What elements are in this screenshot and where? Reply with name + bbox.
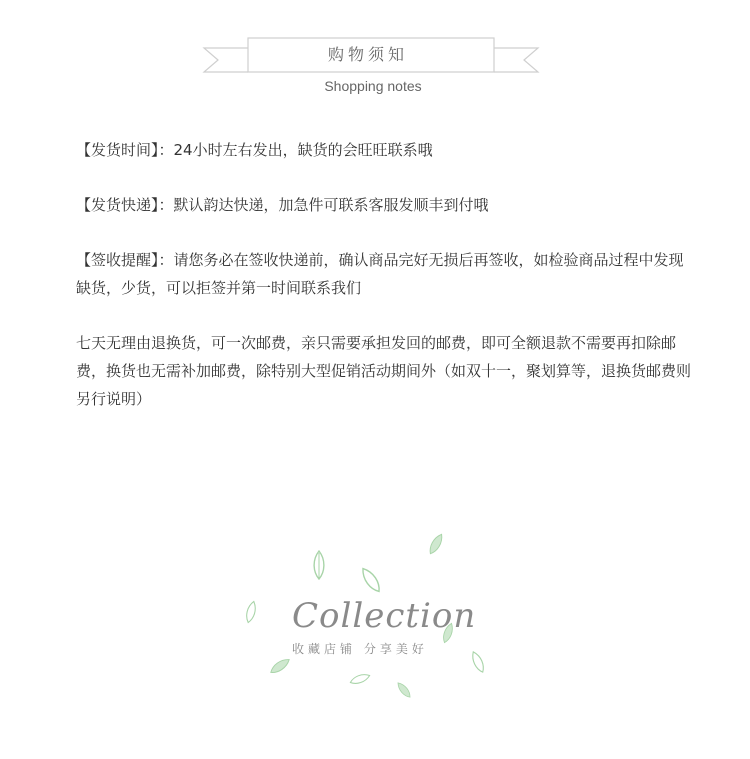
- note-label: 【签收提醒】: [76, 251, 159, 269]
- page-title: 购物须知: [327, 45, 408, 64]
- header: [0, 0, 750, 110]
- collection-script-text: Collection: [292, 596, 477, 636]
- leaf-icon: [428, 532, 444, 556]
- notes-content: [76, 136, 692, 440]
- leaf-icon: [395, 680, 413, 700]
- note-receipt: [76, 246, 692, 302]
- leaf-icon: [360, 565, 382, 595]
- leaf-icon: [270, 654, 290, 678]
- note-label: 【发货快递】: [76, 196, 159, 214]
- collection-subtext: 收藏店铺 分享美好: [292, 642, 428, 656]
- leaf-icon: [310, 550, 328, 580]
- leaf-icon: [470, 650, 486, 674]
- note-courier: [76, 191, 692, 219]
- leaf-icon: [244, 600, 258, 624]
- note-label: 【发货时间】: [76, 141, 159, 159]
- note-text: 七天无理由退换货，可一次邮费，亲只需要承担发回的邮费，即可全额退款不需要再扣除邮费，换货也无需补加邮费，除特别大型促销活动期间外（如双十一，聚划算等，退换货邮费则另行说明）: [76, 334, 692, 408]
- note-text: ：24小时左右发出，缺货的会旺旺联系哦: [158, 141, 433, 159]
- collection-badge: [240, 520, 500, 710]
- note-text: ：请您务必在签收快递前，确认商品完好无损后再签收，如检验商品过程中发现缺货，少货，可以拒签并第一时间联系我们: [76, 251, 684, 297]
- page-subtitle: Shopping notes: [324, 78, 422, 94]
- note-text: ：默认韵达快递，加急件可联系客服发顺丰到付哦: [158, 196, 489, 214]
- note-returns: [76, 329, 692, 413]
- leaf-icon: [348, 668, 372, 690]
- note-shipping-time: [76, 136, 692, 164]
